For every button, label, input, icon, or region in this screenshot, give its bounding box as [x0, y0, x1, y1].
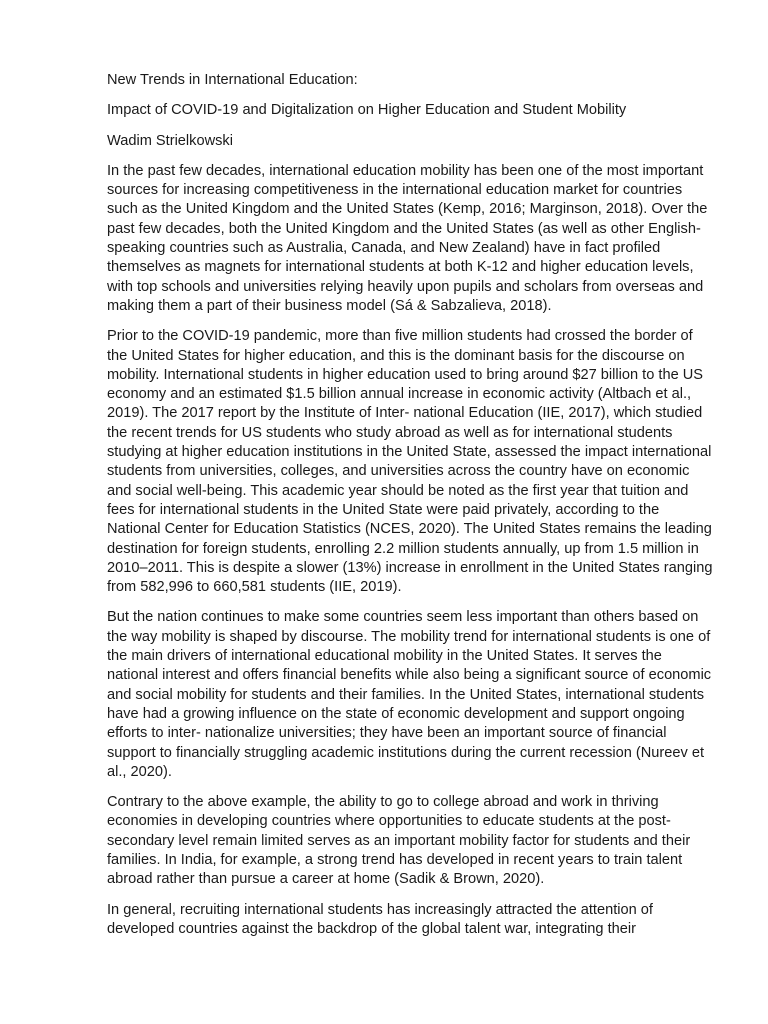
- body-paragraph-5: In general, recruiting international students has increasingly attracted the attention of developed countries against the backdrop of the global talent war, integrating their: [107, 901, 653, 937]
- body-paragraph-2: Prior to the COVID-19 pandemic, more than five million students had crossed the border of the United States for higher education, and this is the dominant basis for the discourse on mobility. International students in higher education used to bring around $27 billion to the US economy and an estimated $1.5 billion annual increase in economic activity (Altbach et al., 2019). The 2017 report by the Institute of Inter- national Education (IIE, 2017), which studied the recent trends for US students who study abroad as well as for international students studying at higher education institutions in the United State, assessed the impact international students from universities, colleges, and universities across the country have on economic and social well-being. This academic year should be noted as the first year that tuition and fees for international students in the United State were paid privately, according to the National Center for Education Statistics (NCES, 2020). The United States remains the leading destination for foreign students, enrolling 2.2 million students annually, up from 1.5 million in 2010–2011. This is despite a slower (13%) increase in enrollment in the United States ranging from 582,996 to 660,581 students (IIE, 2019).: [107, 328, 713, 596]
- document-title-line-2: Impact of COVID-19 and Digitalization on Higher Education and Student Mobility: [107, 102, 627, 119]
- body-paragraph-1: In the past few decades, international education mobility has been one of the most important sources for increasing competitiveness in the international education market for countries such as the United Kingdom and the United States (Kemp, 2016; Marginson, 2018). Over the past few decades, both the United Kingdom and the United States (as well as other English-speaking countries such as Australia, Canada, and New Zealand) have in fact profiled themselves as magnets for international students at both K-12 and higher education levels, with top schools and universities relying heavily upon pupils and scholars from overseas and making them a part of their business model (Sá & Sabzalieva, 2018).: [107, 162, 708, 314]
- body-paragraph-3: But the nation continues to make some countries seem less important than others based on the way mobility is shaped by discourse. The mobility trend for international students is one of the main drivers of international educational mobility in the United States. It serves the national interest and offers financial benefits while also being a significant source of economic and social mobility for students and their families. In the United States, international students have had a growing influence on the state of economic development and support ongoing efforts to inter- nationalize universities; they have been an important source of financial support to financially struggling academic institutions during the current recession (Nureev et al., 2020).: [107, 609, 712, 780]
- document-author: Wadim Strielkowski: [107, 132, 233, 149]
- body-paragraph-4: Contrary to the above example, the ability to go to college abroad and work in thriving economies in developing countries where opportunities to educate students at the post-secondary level remain limited serves as an important mobility factor for students and their families. In India, for example, a strong trend has developed in recent years to train talent abroad rather than pursue a career at home (Sadik & Brown, 2020).: [107, 794, 691, 888]
- document-title-line-1: New Trends in International Education:: [107, 72, 358, 88]
- document-page: [107, 71, 715, 950]
